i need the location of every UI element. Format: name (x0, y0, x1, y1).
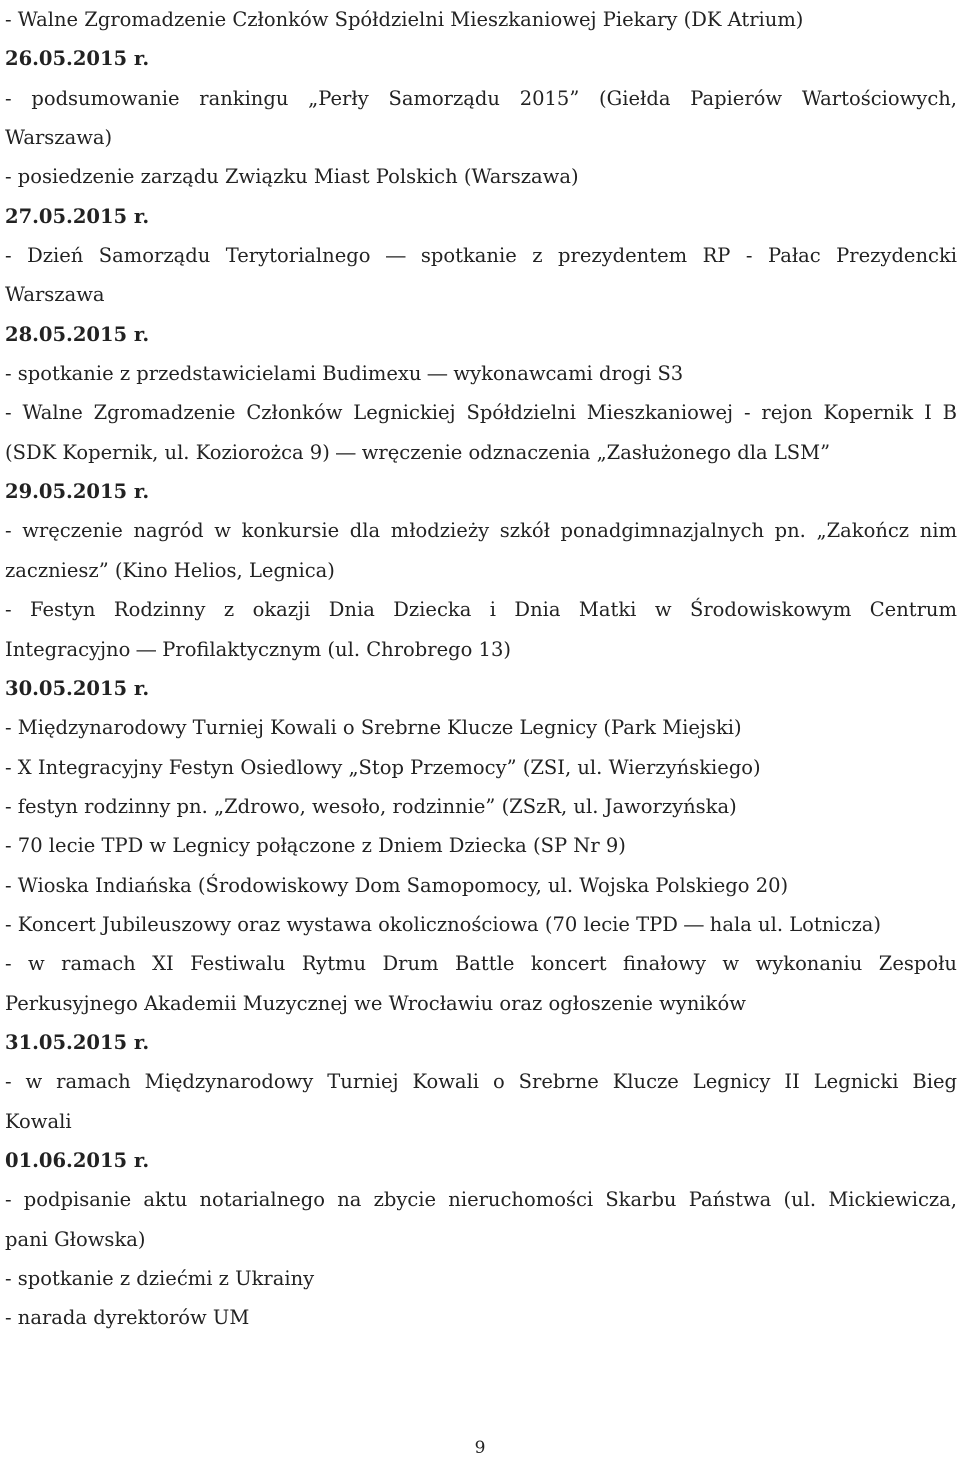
text-line: - Walne Zgromadzenie Członków Legnickiej Spółdzielni Mieszkaniowej - rejon Kopernik I B (5, 401, 957, 425)
text-line: - podsumowanie rankingu „Perły Samorządu 2015” (Giełda Papierów Wartościowych, (5, 86, 957, 110)
text-line: - Wioska Indiańska (Środowiskowy Dom Samopomocy, ul. Wojska Polskiego 20) (5, 873, 789, 897)
date-heading: 29.05.2015 r. (5, 480, 150, 504)
text-line: zaczniesz” (Kino Helios, Legnica) (5, 558, 335, 582)
text-line: - Koncert Jubileuszowy oraz wystawa okolicznościowa (70 lecie TPD ― hala ul. Lotnicza) (5, 912, 881, 936)
text-line: (SDK Kopernik, ul. Koziorożca 9) ― wręczenie odznaczenia „Zasłużonego dla LSM” (5, 440, 831, 464)
date-heading: 30.05.2015 r. (5, 676, 150, 700)
text-line: - Dzień Samorządu Terytorialnego ― spotkanie z prezydentem RP - Pałac Prezydencki (5, 244, 957, 268)
text-line: - Międzynarodowy Turniej Kowali o Srebrne Klucze Legnicy (Park Miejski) (5, 716, 742, 740)
text-line: - spotkanie z dziećmi z Ukrainy (5, 1267, 315, 1290)
date-heading: 28.05.2015 r. (5, 322, 150, 346)
text-line: - wręczenie nagród w konkursie dla młodzieży szkół ponadgimnazjalnych pn. „Zakończ nim (5, 519, 957, 543)
date-heading: 31.05.2015 r. (5, 1030, 150, 1054)
text-line: - w ramach Międzynarodowy Turniej Kowali o Srebrne Klucze Legnicy II Legnicki Bieg (5, 1070, 957, 1094)
page-number: 9 (474, 1438, 486, 1458)
date-heading: 26.05.2015 r. (5, 47, 150, 71)
text-line: - X Integracyjny Festyn Osiedlowy „Stop Przemocy” (ZSI, ul. Wierzyńskiego) (5, 755, 761, 779)
text-line: - Festyn Rodzinny z okazji Dnia Dziecka i Dnia Matki w Środowiskowym Centrum (5, 598, 957, 622)
date-heading: 27.05.2015 r. (5, 204, 150, 228)
text-line: - 70 lecie TPD w Legnicy połączone z Dniem Dziecka (SP Nr 9) (5, 834, 626, 858)
text-line: - podpisanie aktu notarialnego na zbycie nieruchomości Skarbu Państwa (ul. Mickiewicza, (5, 1188, 957, 1212)
text-line: Warszawa (5, 283, 105, 307)
text-line: Warszawa) (5, 126, 113, 150)
text-line: - spotkanie z przedstawicielami Budimexu ― wykonawcami drogi S3 (5, 362, 684, 386)
text-line: Integracyjno ― Profilaktycznym (ul. Chrobrego 13) (5, 637, 511, 661)
text-line: Kowali (5, 1109, 72, 1133)
text-line: - posiedzenie zarządu Związku Miast Polskich (Warszawa) (5, 165, 579, 189)
text-line: Perkusyjnego Akademii Muzycznej we Wrocławiu oraz ogłoszenie wyników (5, 991, 746, 1015)
text-line: - narada dyrektorów UM (5, 1306, 250, 1330)
date-heading: 01.06.2015 r. (5, 1148, 150, 1172)
text-line: - w ramach XI Festiwalu Rytmu Drum Battle koncert finałowy w wykonaniu Zespołu (5, 952, 957, 976)
text-line: - festyn rodzinny pn. „Zdrowo, wesoło, rodzinnie” (ZSzR, ul. Jaworzyńska) (5, 794, 737, 818)
text-line: pani Głowska) (5, 1227, 146, 1251)
document-body (5, 0, 957, 1338)
text-line: - Walne Zgromadzenie Członków Spółdzielni Mieszkaniowej Piekary (DK Atrium) (5, 8, 804, 31)
